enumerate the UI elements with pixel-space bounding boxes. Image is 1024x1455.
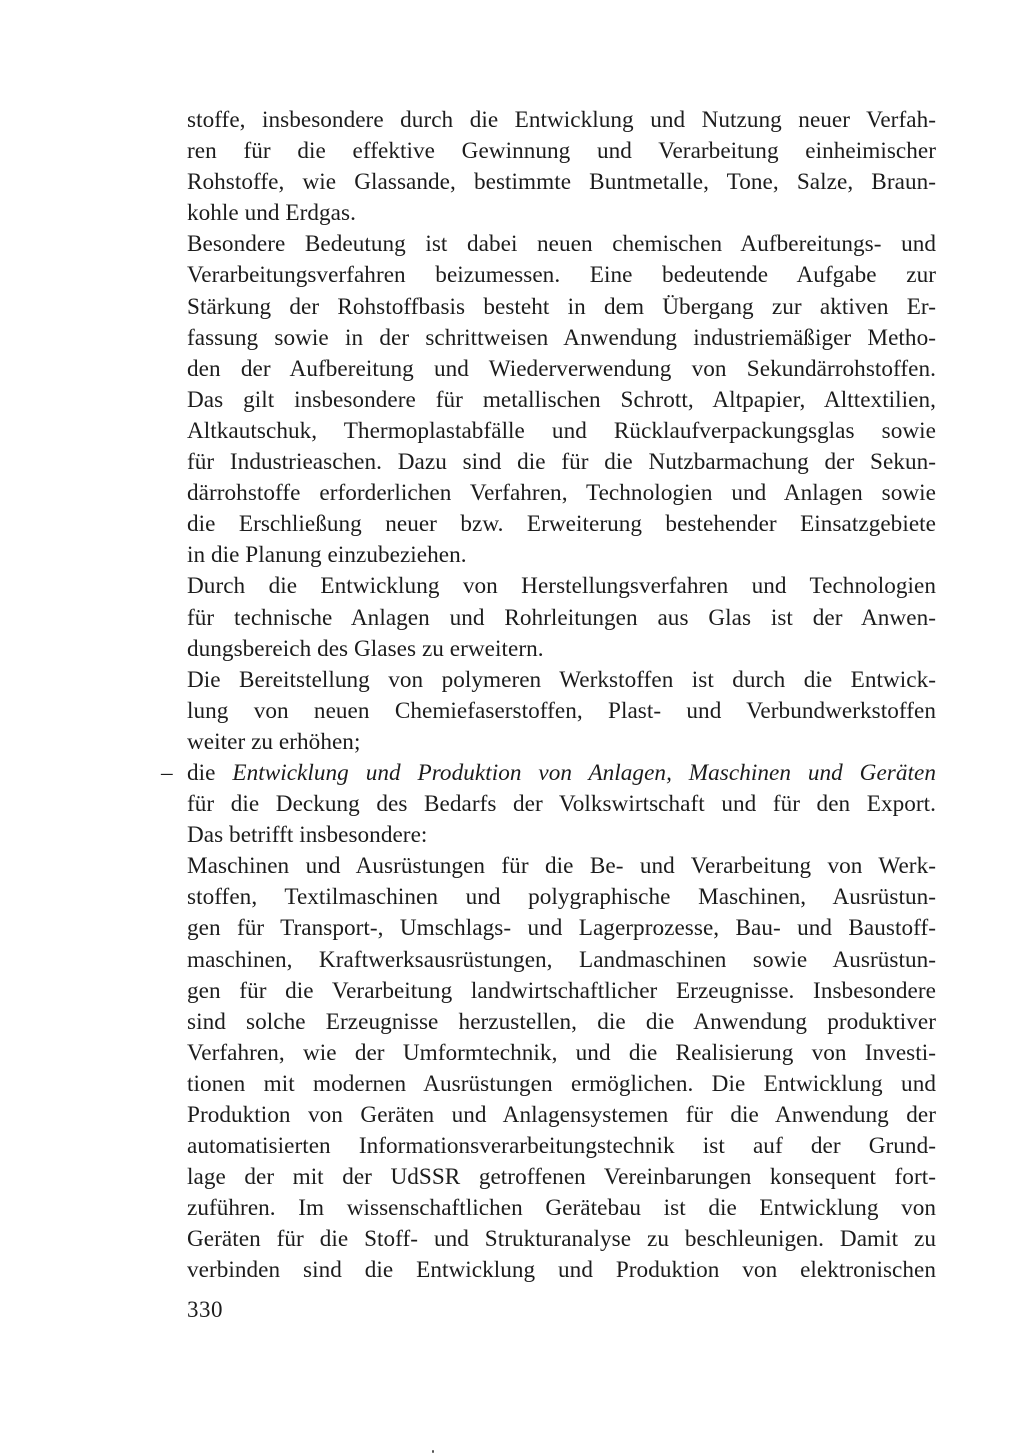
dash-item-italic-heading: Entwicklung und Produktion von Anlagen, Maschinen und Geräten — [232, 759, 936, 786]
text-line: Die Bereitstellung von polymeren Werkstoffen ist durch die Entwick- — [187, 666, 936, 693]
text-line: weiter zu erhöhen; — [187, 728, 361, 755]
text-line: ren für die effektive Gewinnung und Verarbeitung einheimischer — [187, 138, 936, 165]
text-line: Verarbeitungsverfahren beizumessen. Eine bedeutende Aufgabe zur — [187, 262, 936, 289]
text-line: Das gilt insbesondere für metallischen Schrott, Altpapier, Alttextilien, — [187, 386, 936, 413]
text-line: maschinen, Kraftwerksausrüstungen, Landmaschinen sowie Ausrüstun- — [187, 946, 936, 973]
page-number: 330 — [187, 1297, 223, 1322]
text-line: automatisierten Informationsverarbeitungstechnik ist auf der Grund- — [187, 1133, 936, 1160]
text-line: für technische Anlagen und Rohrleitungen aus Glas ist der Anwen- — [187, 604, 936, 631]
text-line: stoffen, Textilmaschinen und polygraphische Maschinen, Ausrüstun- — [187, 884, 936, 911]
text-line: Geräten für die Stoff- und Strukturanalyse zu beschleunigen. Damit zu — [187, 1226, 936, 1253]
text-line: Produktion von Geräten und Anlagensystemen für die Anwendung der — [187, 1102, 936, 1128]
dash-list-item — [161, 758, 936, 789]
text-line: gen für Transport-, Umschlags- und Lagerprozesse, Bau- und Baustoff- — [187, 915, 936, 942]
text-line: Besondere Bedeutung ist dabei neuen chemischen Aufbereitungs- und — [187, 231, 936, 258]
body-text — [161, 105, 936, 1287]
text-line: Stärkung der Rohstoffbasis besteht in dem Übergang zur aktiven Er- — [187, 293, 936, 320]
text-line: kohle und Erdgas. — [187, 200, 356, 227]
text-line: für Industrieaschen. Dazu sind die für die Nutzbarmachung der Sekun- — [187, 449, 936, 476]
dash-item-lead: die — [187, 759, 233, 786]
text-line: fassung sowie in der schrittweisen Anwendung industriemäßiger Metho- — [187, 324, 936, 351]
dash-bullet: – — [161, 759, 173, 786]
text-line: in die Planung einzubeziehen. — [187, 542, 467, 569]
text-line: lung von neuen Chemiefaserstoffen, Plast- und Verbundwerkstoffen — [187, 697, 936, 724]
text-line: dungsbereich des Glases zu erweitern. — [187, 635, 544, 662]
scan-speck — [432, 1450, 434, 1453]
text-line: Das betrifft insbesondere: — [187, 822, 428, 849]
text-line: gen für die Verarbeitung landwirtschaftlicher Erzeugnisse. Insbesondere — [187, 977, 936, 1004]
text-line: Verfahren, wie der Umformtechnik, und die Realisierung von Investi- — [187, 1039, 936, 1066]
text-line: sind solche Erzeugnisse herzustellen, die die Anwendung produktiver — [187, 1008, 936, 1035]
text-line: stoffe, insbesondere durch die Entwicklung und Nutzung neuer Verfah- — [187, 107, 936, 133]
text-line: lage der mit der UdSSR getroffenen Vereinbarungen konsequent fort- — [187, 1164, 936, 1191]
text-line: den der Aufbereitung und Wiederverwendung von Sekundärrohstoffen. — [187, 355, 936, 382]
text-line: Rohstoffe, wie Glassande, bestimmte Buntmetalle, Tone, Salze, Braun- — [187, 169, 936, 196]
text-line: die Erschließung neuer bzw. Erweiterung bestehender Einsatzgebiete — [187, 511, 936, 538]
text-line: Altkautschuk, Thermoplastabfälle und Rücklaufverpackungsglas sowie — [187, 417, 936, 444]
text-line: verbinden sind die Entwicklung und Produktion von elektronischen — [187, 1257, 936, 1284]
text-line: zuführen. Im wissenschaftlichen Gerätebau ist die Entwicklung von — [187, 1195, 936, 1222]
text-line: für die Deckung des Bedarfs der Volkswirtschaft und für den Export. — [187, 791, 936, 818]
text-line: Maschinen und Ausrüstungen für die Be- und Verarbeitung von Werk- — [187, 853, 936, 880]
text-line: tionen mit modernen Ausrüstungen ermöglichen. Die Entwicklung und — [187, 1070, 936, 1097]
text-line: därrohstoffe erforderlichen Verfahren, Technologien und Anlagen sowie — [187, 480, 936, 507]
text-line: Durch die Entwicklung von Herstellungsverfahren und Technologien — [187, 573, 936, 600]
